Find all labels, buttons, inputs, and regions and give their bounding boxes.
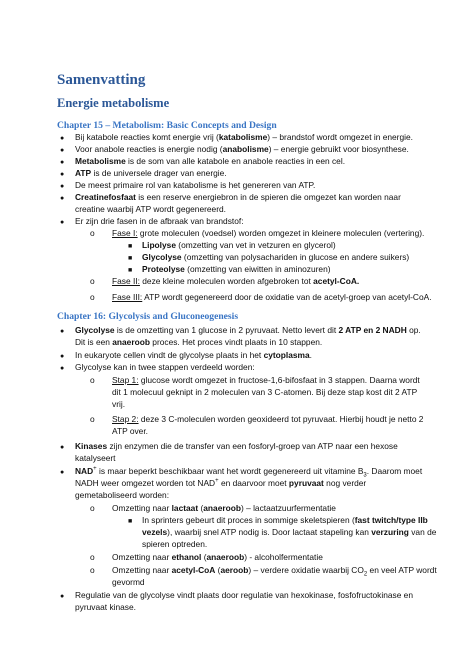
list-item: Omzetting naar lactaat (anaeroob) – lactaatzuurfermentatie	[112, 503, 336, 513]
list-item: Proteolyse (omzetting van eiwitten in aminozuren)	[142, 264, 331, 274]
bullet-icon: ●	[60, 219, 65, 226]
section-title: Energie metabolisme	[57, 96, 170, 110]
circle-bullet-icon: o	[90, 565, 95, 575]
list-item: In eukaryote cellen vindt de glycolyse plaats in het cytoplasma.	[75, 350, 312, 360]
list-item: Glycolyse (omzetting van polysachariden in glucose en andere suikers)	[142, 252, 410, 262]
list-item: Bij katabole reacties komt energie vrij (katabolisme) – brandstof wordt omgezet in energie.	[75, 132, 413, 142]
bullet-icon: ●	[60, 183, 65, 190]
page-title: Samenvatting	[57, 72, 146, 88]
list-item: Omzetting naar ethanol (anaeroob) - alcoholfermentatie	[112, 552, 323, 562]
bullet-icon: ●	[60, 135, 65, 142]
list-item-continuation: ATP over.	[112, 426, 148, 436]
list-item: Glycolyse kan in twee stappen verdeeld worden:	[75, 362, 255, 372]
list-item: Fase II: deze kleine moleculen worden afgebroken tot acetyl-CoA.	[112, 276, 360, 286]
list-item-continuation: katalyseert	[75, 453, 116, 463]
bullet-icon: ●	[60, 469, 65, 476]
list-item-continuation: gevormd	[112, 577, 145, 587]
bullet-icon: ●	[60, 353, 65, 360]
list-item: Voor anabole reacties is energie nodig (anabolisme) – energie gebruikt voor biosynthese.	[75, 144, 409, 154]
circle-bullet-icon: o	[90, 276, 95, 286]
bullet-icon: ●	[60, 444, 65, 451]
bullet-icon: ●	[60, 195, 65, 202]
chapter-15-heading: Chapter 15 – Metabolism: Basic Concepts and Design	[57, 120, 277, 131]
bullet-icon: ●	[60, 593, 65, 600]
list-item-continuation: pyruvaat kinase.	[75, 602, 136, 612]
list-item-continuation: gemetaboliseerd worden:	[75, 490, 170, 500]
circle-bullet-icon: o	[90, 375, 95, 385]
list-item-continuation: vezels), waarbij snel ATP nodig is. Door lactaat stapeling kan verzuring van de	[142, 527, 437, 537]
list-item: Regulatie van de glycolyse vindt plaats door regulatie van hexokinase, fosfofructokinase en	[75, 590, 413, 600]
list-item: Metabolisme is de som van alle katabole en anabole reacties in een cel.	[75, 156, 346, 166]
list-item: In sprinters gebeurt dit proces in sommige skeletspieren (fast twitch/type IIb	[142, 515, 428, 525]
circle-bullet-icon: o	[90, 292, 95, 302]
list-item: Creatinefosfaat is een reserve energiebron in de spieren die omgezet kan worden naar	[75, 192, 401, 202]
bullet-icon: ●	[60, 328, 65, 335]
square-bullet-icon: ■	[128, 243, 133, 250]
list-item: Omzetting naar acetyl-CoA (aeroob) – verdere oxidatie waarbij $CO_2$ en veel ATP wordt	[112, 565, 437, 578]
list-item: Fase III: ATP wordt gegenereerd door de oxidatie van de acetyl-groep van acetyl-CoA.	[112, 292, 432, 302]
bullet-icon: ●	[60, 159, 65, 166]
list-item: NAD+ is maar beperkt beschikbaar want het wordt gegenereerd uit vitamine $B_3$. Daarom moet	[75, 466, 423, 479]
bullet-icon: ●	[60, 365, 65, 372]
list-item: Fase I: grote moleculen (voedsel) worden omgezet in kleinere moleculen (vertering).	[112, 228, 425, 238]
bullet-icon: ●	[60, 171, 65, 178]
circle-bullet-icon: o	[90, 228, 95, 238]
list-item: Glycolyse is de omzetting van 1 glucose in 2 pyruvaat. Netto levert dit 2 ATP en 2 NADH op.	[75, 325, 421, 335]
list-item: Kinases zijn enzymen die de transfer van een fosforyl-groep van ATP naar een hexose	[75, 441, 398, 451]
list-item: Er zijn drie fasen in de afbraak van brandstof:	[75, 216, 244, 226]
list-item: ATP is de universele drager van energie.	[75, 168, 227, 178]
circle-bullet-icon: o	[90, 503, 95, 513]
list-item-continuation: spieren optreden.	[142, 539, 208, 549]
list-item-continuation: NADH weer omgezet worden tot NAD+ en daarvoor moet pyruvaat nog verder	[75, 478, 367, 488]
square-bullet-icon: ■	[128, 267, 133, 274]
chapter-16-heading: Chapter 16: Glycolysis and Gluconeogenesis	[57, 311, 239, 322]
list-item-continuation: creatine waarbij ATP wordt gegenereerd.	[75, 204, 226, 214]
list-item: Stap 2: deze 3 C-moleculen worden geoxideerd tot pyruvaat. Hierbij houdt je netto 2	[112, 414, 424, 424]
bullet-icon: ●	[60, 147, 65, 154]
circle-bullet-icon: o	[90, 552, 95, 562]
list-item-continuation: vrij.	[112, 399, 126, 409]
list-item-continuation: dit 1 molecuul geknipt in 2 moleculen van 3 C-atomen. Bij deze stap kost dit 2 ATP	[112, 387, 418, 397]
list-item: Lipolyse (omzetting van vet in vetzuren en glycerol)	[142, 240, 336, 250]
circle-bullet-icon: o	[90, 414, 95, 424]
list-item-continuation: Dit is een anaeroob proces. Het proces vindt plaats in 10 stappen.	[75, 337, 323, 347]
square-bullet-icon: ■	[128, 518, 133, 525]
list-item: De meest primaire rol van katabolisme is het genereren van ATP.	[75, 180, 316, 190]
square-bullet-icon: ■	[128, 255, 133, 262]
list-item: Stap 1: glucose wordt omgezet in fructose-1,6-bifosfaat in 3 stappen. Daarna wordt	[112, 375, 420, 385]
